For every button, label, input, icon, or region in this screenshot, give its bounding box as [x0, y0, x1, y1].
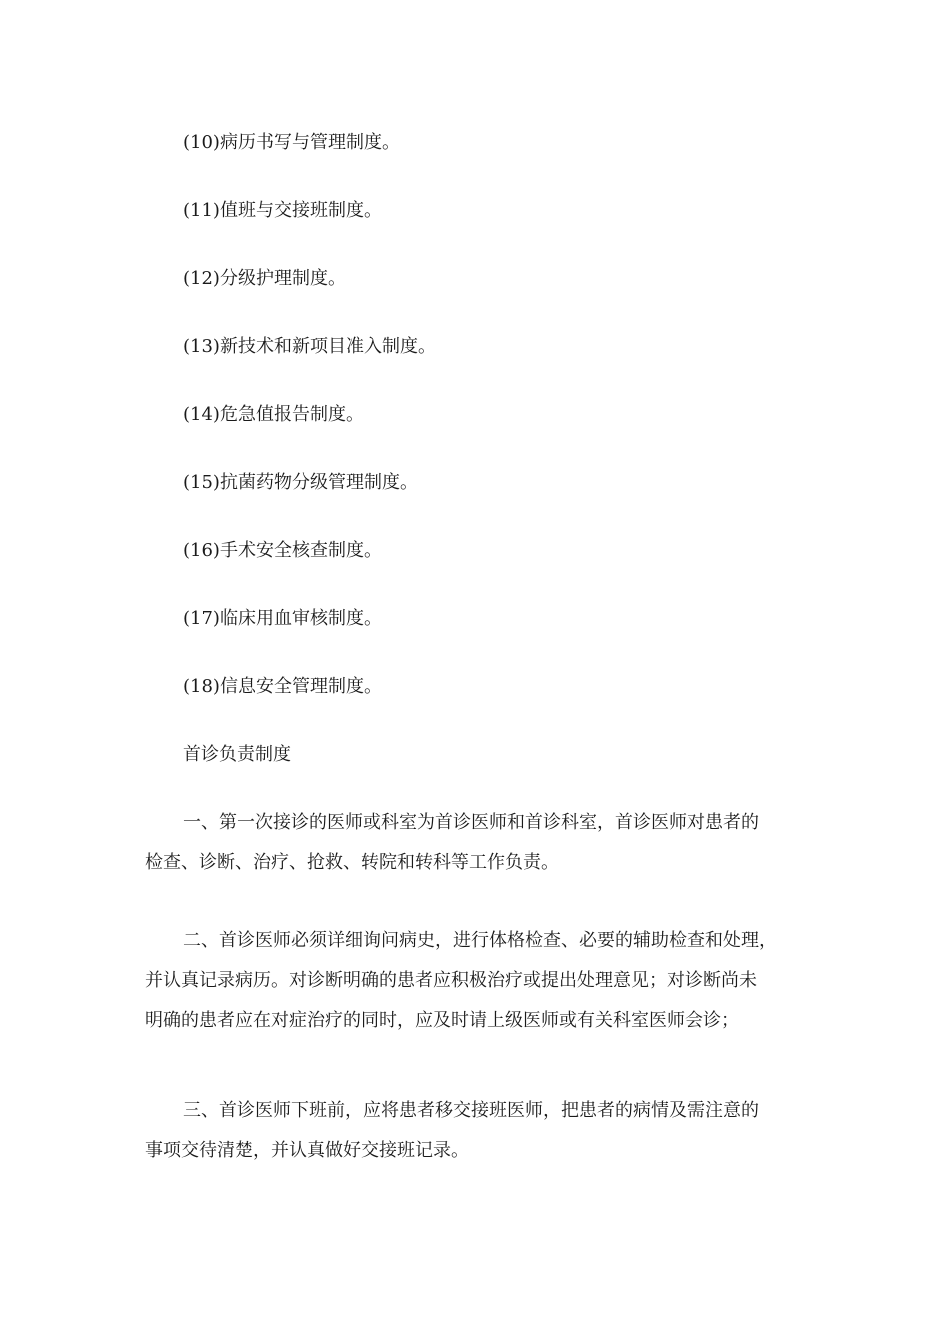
paragraph-line: 一、第一次接诊的医师或科室为首诊医师和首诊科室，首诊医师对患者的 — [183, 812, 759, 833]
list-item: (10)病历书写与管理制度。 — [183, 132, 400, 153]
list-item: (16)手术安全核查制度。 — [183, 540, 382, 561]
paragraph-line: 检查、诊断、治疗、抢救、转院和转科等工作负责。 — [145, 852, 559, 873]
list-item: (18)信息安全管理制度。 — [183, 676, 382, 697]
list-item: (17)临床用血审核制度。 — [183, 608, 382, 629]
paragraph-line: 明确的患者应在对症治疗的同时，应及时请上级医师或有关科室医师会诊； — [145, 1010, 739, 1031]
list-item: (15)抗菌药物分级管理制度。 — [183, 472, 418, 493]
paragraph-line: 二、首诊医师必须详细询问病史，进行体格检查、必要的辅助检查和处理， — [183, 930, 777, 951]
paragraph-line: 三、首诊医师下班前，应将患者移交接班医师，把患者的病情及需注意的 — [183, 1100, 759, 1121]
paragraph-line: 事项交待清楚，并认真做好交接班记录。 — [145, 1140, 469, 1161]
paragraph — [145, 1091, 805, 1171]
paragraph — [145, 921, 805, 1041]
section-heading: 首诊负责制度 — [183, 744, 291, 765]
list-item: (11)值班与交接班制度。 — [183, 200, 382, 221]
list-item: (13)新技术和新项目准入制度。 — [183, 336, 436, 357]
list-item: (12)分级护理制度。 — [183, 268, 346, 289]
paragraph-line: 并认真记录病历。对诊断明确的患者应积极治疗或提出处理意见；对诊断尚未 — [145, 970, 757, 991]
list-item: (14)危急值报告制度。 — [183, 404, 364, 425]
paragraph — [145, 803, 805, 883]
